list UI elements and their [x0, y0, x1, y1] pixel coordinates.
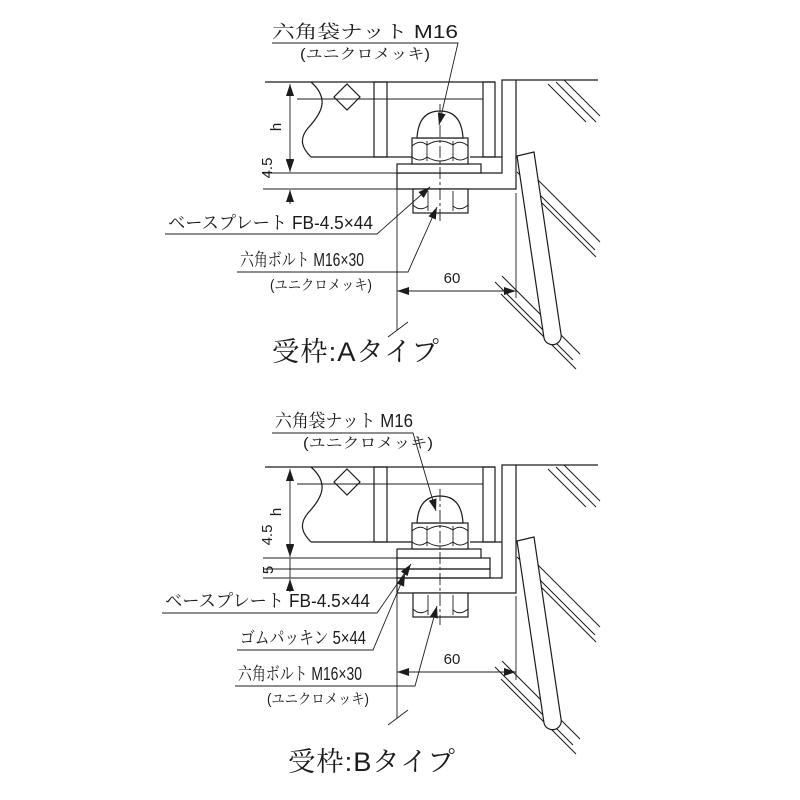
hex-bolt-sub-a: (ユニクロメッキ) — [270, 278, 372, 294]
cap-nut-label-a: 六角袋ナット M16 — [272, 22, 458, 42]
dim-rubber-b: 5 — [260, 565, 277, 575]
diagram-b — [162, 411, 600, 777]
dim-60-a: 60 — [443, 270, 461, 287]
break-tick-b — [388, 710, 408, 725]
hex-bolt-label-b: 六角ボルト M16×30 — [238, 664, 362, 684]
break-line — [302, 82, 322, 157]
bearing-bar — [374, 467, 387, 542]
end-bar — [483, 467, 495, 542]
cross-bar-section — [334, 469, 360, 495]
labels-b — [162, 411, 456, 777]
dim-plate-b: 4.5 — [259, 524, 276, 546]
dim-plate-a: 4.5 — [259, 157, 276, 179]
rubber-label-b: ゴムパッキン 5×44 — [240, 628, 366, 648]
hex-bolt-head-b — [413, 593, 468, 617]
base-plate-label-b: ベースプレート FB-4.5×44 — [165, 591, 370, 611]
caption-a: 受枠:Aタイプ — [272, 337, 440, 367]
washer-plate-b — [397, 549, 481, 558]
hex-bolt-sub-b: (ユニクロメッキ) — [267, 692, 369, 708]
hex-bolt-head-a — [413, 189, 468, 213]
end-bar — [483, 82, 495, 157]
cap-nut-sub-b: (ユニクロメッキ) — [303, 436, 433, 452]
diagram-a — [165, 22, 600, 369]
cap-nut-sub-a: (ユニクロメッキ) — [300, 47, 430, 63]
dim-h-b: h — [268, 507, 285, 517]
cap-nut-label-b: 六角袋ナット M16 — [275, 411, 413, 431]
washer-plate-a — [397, 164, 481, 173]
dim-h-a: h — [268, 122, 285, 132]
rubber-packing-b — [397, 569, 490, 578]
break-tick-a — [388, 322, 408, 337]
base-plate-b — [397, 558, 490, 569]
cross-bar-section — [334, 84, 360, 110]
dim-60-b: 60 — [443, 651, 461, 668]
hex-bolt-label-a: 六角ボルト M16×30 — [240, 250, 364, 270]
bearing-bar — [374, 82, 387, 157]
base-plate-label-a: ベースプレート FB-4.5×44 — [168, 213, 373, 233]
caption-b: 受枠:Bタイプ — [288, 747, 456, 777]
break-line — [302, 467, 322, 542]
